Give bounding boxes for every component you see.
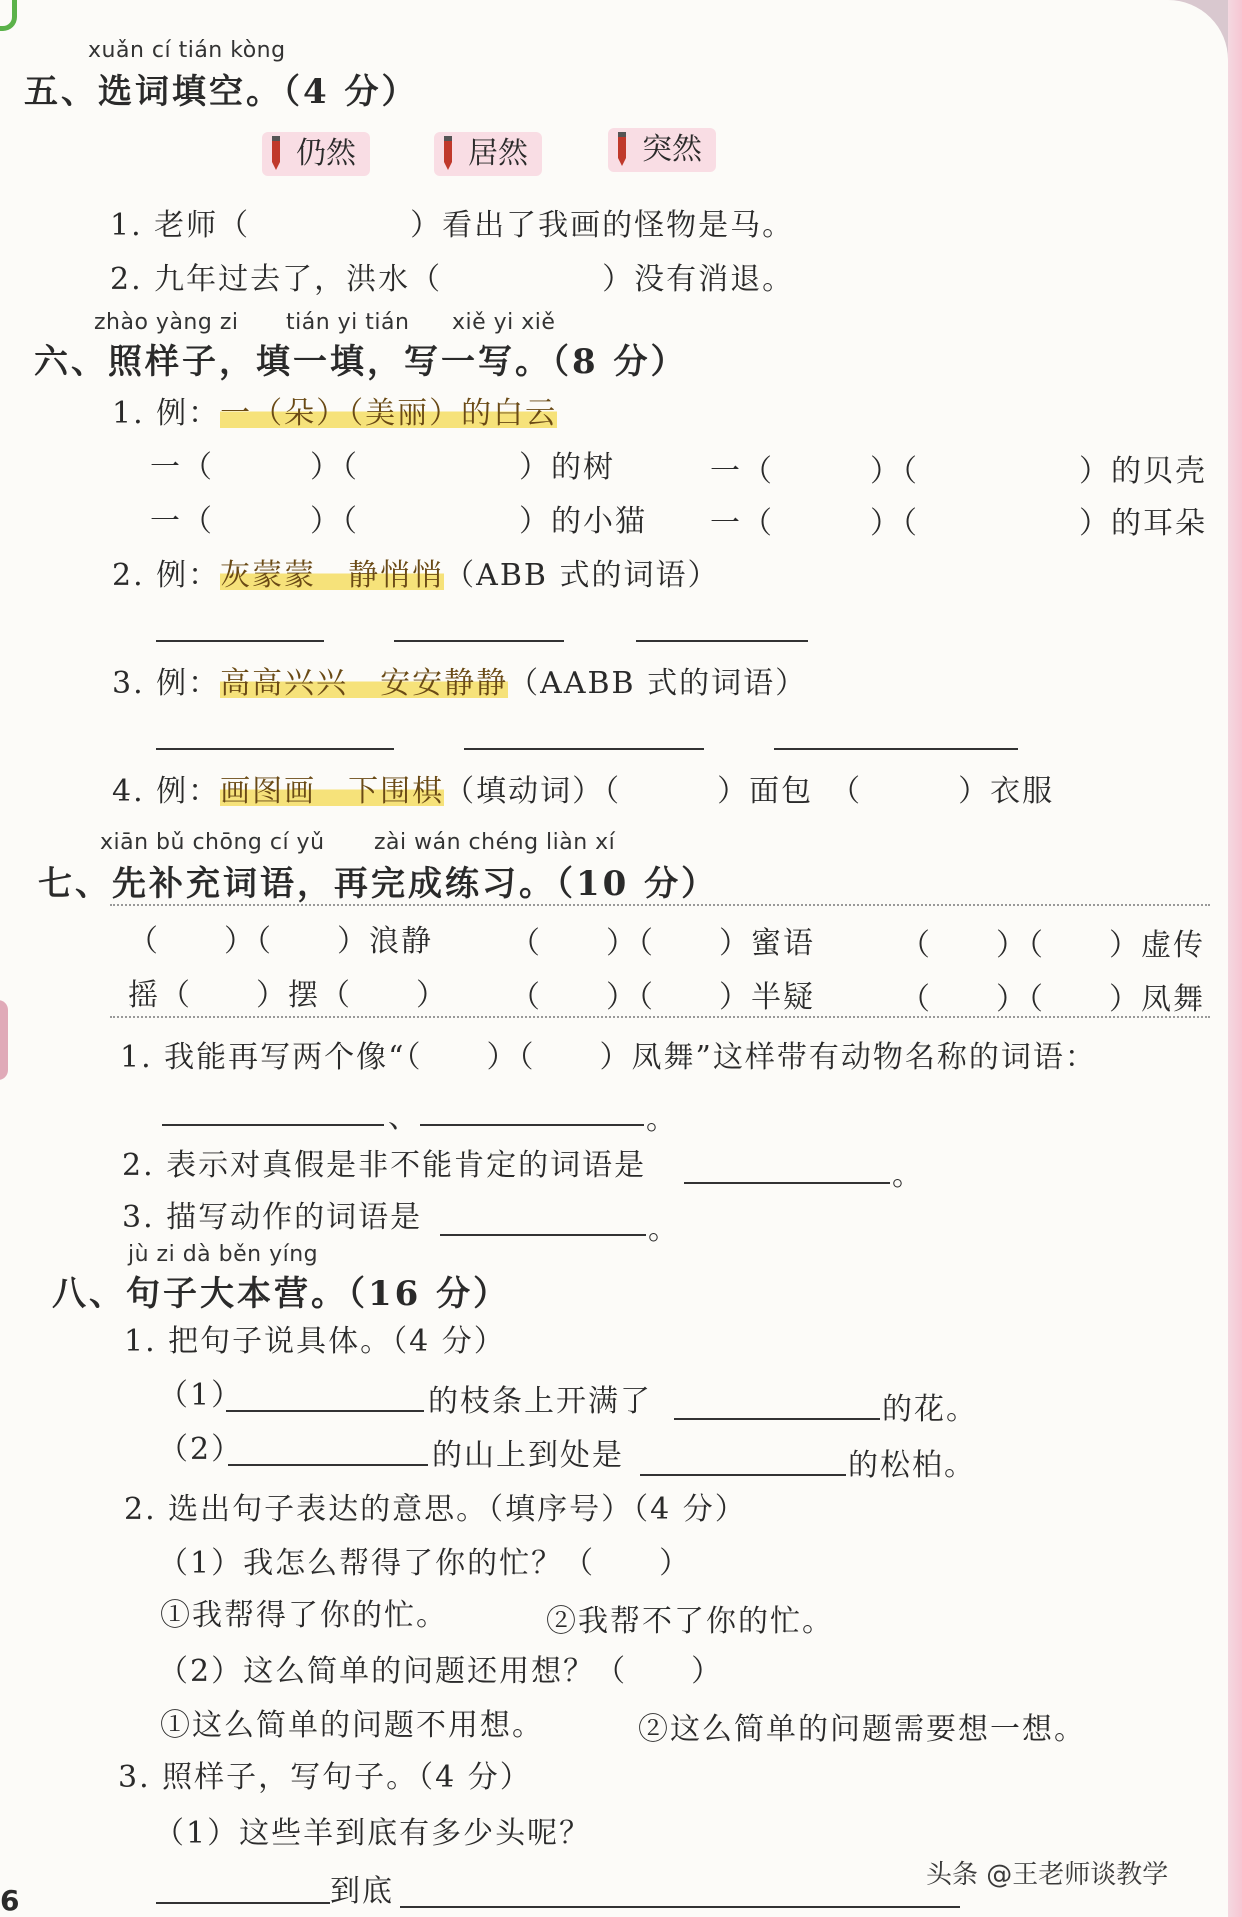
word-card-label: 居然 <box>468 136 528 171</box>
s6-q3-note: （AABB 式的词语） <box>508 666 808 701</box>
answer-line[interactable] <box>394 640 564 642</box>
s7-q3: 3. 描写动作的词语是 <box>122 1200 423 1235</box>
word-card-label: 仍然 <box>296 136 356 171</box>
word-card-1 <box>262 132 370 176</box>
s7-q1-separator: 、 <box>388 1100 420 1135</box>
word-card-label: 突然 <box>642 132 702 167</box>
pencil-icon <box>270 136 282 170</box>
s6-q1-row-4: 一（ ）（ ）的耳朵 <box>710 506 1207 541</box>
s6-q3-label: 3. 例： <box>112 666 221 701</box>
answer-line[interactable] <box>162 1124 384 1126</box>
section7-pinyin-1: xiān bǔ chōng cí yǔ <box>100 830 325 855</box>
s6-q1-example: 一（朵）（美丽）的白云 <box>220 396 558 431</box>
s6-q4-label: 4. 例： <box>112 774 221 809</box>
s7-q1: 1. 我能再写两个像“（ ）（ ）凤舞”这样带有动物名称的词语： <box>120 1040 1097 1075</box>
pencil-icon <box>616 132 628 166</box>
s6-q2-example: 灰蒙蒙 静悄悄 <box>220 558 445 593</box>
answer-line[interactable] <box>156 1902 330 1904</box>
s6-q2 <box>112 550 719 594</box>
s8-q1-1-end: 的花。 <box>882 1392 978 1427</box>
s8-q1-2-mid: 的山上到处是 <box>432 1438 624 1473</box>
s8-q2-2: （2）这么简单的问题还用想？（ ） <box>158 1654 724 1689</box>
s6-q1 <box>112 388 557 432</box>
s5-question-2: 2. 九年过去了，洪水（ ）没有消退。 <box>110 262 795 297</box>
s8-q1-2-index: （2） <box>158 1432 244 1467</box>
page-number: 6 <box>0 1884 20 1917</box>
section6-pinyin-3: xiě yi xiě <box>452 310 556 335</box>
answer-line[interactable] <box>156 748 394 750</box>
s8-q2-2-option-2: ②这么简单的问题需要想一想。 <box>638 1712 1086 1747</box>
answer-line[interactable] <box>640 1474 846 1476</box>
answer-line[interactable] <box>774 748 1018 750</box>
s8-q1-2-end: 的松柏。 <box>848 1448 976 1483</box>
watermark: 头条 @王老师谈教学 <box>926 1860 1169 1890</box>
s6-q2-note: （ABB 式的词语） <box>444 558 720 593</box>
s7-word-1: （ ）（ ）浪静 <box>128 924 433 959</box>
s8-q2-1-option-1: ①我帮得了你的忙。 <box>160 1598 448 1633</box>
s6-q4-note: （填动词）（ ）面包 （ ）衣服 <box>444 774 1055 809</box>
s7-word-3: （ ）（ ）虚传 <box>900 928 1205 963</box>
answer-line[interactable] <box>226 1410 424 1412</box>
s8-q1-1-mid: 的枝条上开满了 <box>428 1384 652 1419</box>
corner-decoration <box>0 0 17 31</box>
s8-q2: 2. 选出句子表达的意思。（填序号）（4 分） <box>124 1492 747 1527</box>
section5-pinyin: xuǎn cí tián kòng <box>88 38 286 63</box>
section5-title: 五、选词填空。（4 分） <box>24 72 419 112</box>
section6-title: 六、照样子，填一填，写一写。（8 分） <box>34 342 688 382</box>
s7-q3-end: 。 <box>648 1212 680 1247</box>
section7-title: 七、先补充词语，再完成练习。（10 分） <box>38 864 719 904</box>
s8-q2-1-option-2: ②我帮不了你的忙。 <box>546 1604 834 1639</box>
section6-pinyin-1: zhào yàng zi <box>94 310 239 335</box>
s6-q3-example: 高高兴兴 安安静静 <box>220 666 509 701</box>
dotted-divider <box>110 904 1210 906</box>
section7-pinyin-2: zài wán chéng liàn xí <box>374 830 616 855</box>
section6-pinyin-2: tián yi tián <box>286 310 410 335</box>
s8-q3-1: （1）这些羊到底有多少头呢？ <box>154 1816 592 1851</box>
s8-q3: 3. 照样子，写句子。（4 分） <box>118 1760 532 1795</box>
s7-word-4: 摇（ ）摆（ ） <box>128 978 448 1013</box>
s8-q1: 1. 把句子说具体。（4 分） <box>124 1324 506 1359</box>
s6-q4-example: 画图画 下围棋 <box>220 774 445 809</box>
s5-question-1: 1. 老师（ ）看出了我画的怪物是马。 <box>110 208 795 243</box>
s6-q4 <box>112 766 1054 810</box>
s8-q2-1: （1）我怎么帮得了你的忙？（ ） <box>158 1546 692 1581</box>
answer-line[interactable] <box>684 1182 890 1184</box>
pencil-icon <box>442 136 454 170</box>
dotted-divider <box>110 1016 1210 1018</box>
s7-word-2: （ ）（ ）蜜语 <box>510 926 815 961</box>
s6-q1-row-2: 一（ ）（ ）的贝壳 <box>710 454 1207 489</box>
s6-q2-label: 2. 例： <box>112 558 221 593</box>
s6-q1-row-3: 一（ ）（ ）的小猫 <box>150 504 647 539</box>
answer-line[interactable] <box>228 1464 428 1466</box>
s7-q2-end: 。 <box>892 1158 924 1193</box>
answer-line[interactable] <box>400 1906 960 1908</box>
s6-q1-label: 1. 例： <box>112 396 221 431</box>
answer-line[interactable] <box>636 640 808 642</box>
answer-line[interactable] <box>420 1124 644 1126</box>
s7-q1-end: 。 <box>646 1102 678 1137</box>
s6-q3 <box>112 658 807 702</box>
section8-pinyin: jù zi dà běn yíng <box>128 1242 319 1267</box>
s8-q2-2-option-1: ①这么简单的问题不用想。 <box>160 1708 544 1743</box>
s6-q1-row-1: 一（ ）（ ）的树 <box>150 450 615 485</box>
s8-q1-1-index: （1） <box>158 1378 244 1413</box>
answer-line[interactable] <box>440 1234 646 1236</box>
s7-word-5: （ ）（ ）半疑 <box>510 980 815 1015</box>
s7-q2: 2. 表示对真假是非不能肯定的词语是 <box>122 1148 647 1183</box>
s8-q3-2-label: 到底 <box>330 1874 394 1909</box>
answer-line[interactable] <box>464 748 704 750</box>
edge-tab-decoration <box>0 1000 8 1080</box>
answer-line[interactable] <box>156 640 324 642</box>
s7-word-6: （ ）（ ）凤舞 <box>900 982 1205 1017</box>
word-card-3 <box>608 128 716 172</box>
word-card-2 <box>434 132 542 176</box>
answer-line[interactable] <box>674 1418 880 1420</box>
section8-title: 八、句子大本营。（16 分） <box>52 1274 511 1314</box>
